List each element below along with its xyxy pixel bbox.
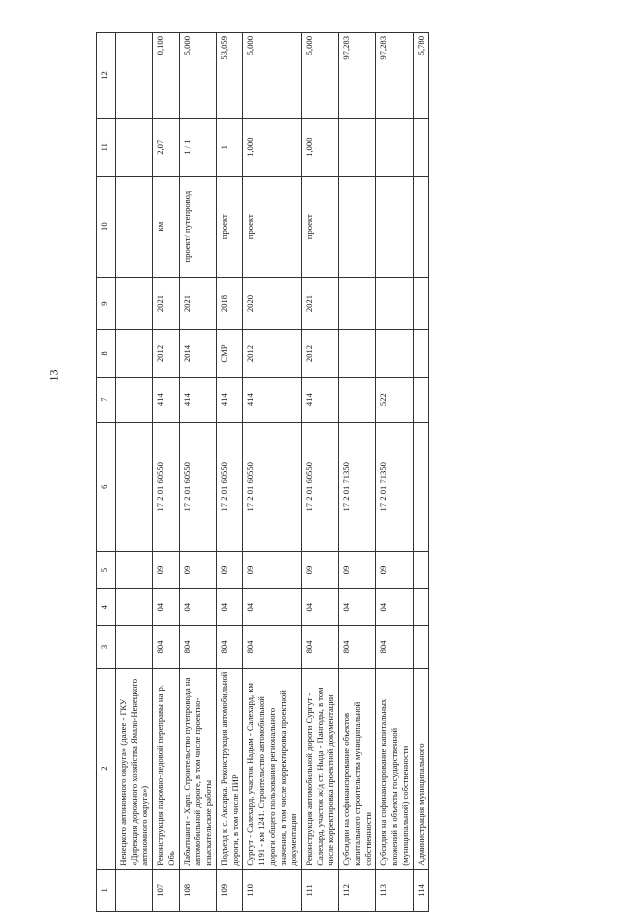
cell-12: 5,000 xyxy=(302,33,339,119)
cell-3: 804 xyxy=(339,626,376,668)
cell-7 xyxy=(339,377,376,422)
cell-1: 111 xyxy=(302,869,339,911)
cell-5: 09 xyxy=(339,551,376,588)
budget-table xyxy=(96,32,429,912)
cell-3: 804 xyxy=(153,626,179,668)
table-row xyxy=(302,33,339,912)
cell-11: 1 xyxy=(216,118,242,176)
cell-6 xyxy=(413,422,429,551)
cell-12: 5,000 xyxy=(243,33,302,119)
cell-6 xyxy=(116,422,153,551)
cell-7 xyxy=(413,377,429,422)
cell-5: 09 xyxy=(153,551,179,588)
cell-2: Подъезд к с. Аксарка. Реконструкция автомобильной дороги, в том числе ПИР xyxy=(216,668,242,869)
cell-12: 97,283 xyxy=(376,33,413,119)
table-row xyxy=(376,33,413,912)
cell-10: проект/ путепровод xyxy=(179,176,216,277)
cell-5: 09 xyxy=(302,551,339,588)
cell-1: 107 xyxy=(153,869,179,911)
cell-8: 2012 xyxy=(153,330,179,377)
cell-3: 804 xyxy=(376,626,413,668)
cell-2: Сургут - Салехард, участок Надым - Салехард, км 1191 - км 1241. Строительство автомобильной дороги общего пользования регионального значения, в том числе корректировка проектной документации xyxy=(243,668,302,869)
cell-1: 114 xyxy=(413,869,429,911)
rotated-table-wrapper xyxy=(96,12,640,912)
cell-12: 53,059 xyxy=(216,33,242,119)
header-cell: 7 xyxy=(97,377,116,422)
cell-10 xyxy=(339,176,376,277)
cell-2: Администрация муниципального xyxy=(413,668,429,869)
cell-11: 1,000 xyxy=(243,118,302,176)
cell-11: 1,000 xyxy=(302,118,339,176)
header-row xyxy=(97,33,116,912)
cell-4: 04 xyxy=(216,589,242,626)
cell-9: 2021 xyxy=(179,277,216,330)
cell-5 xyxy=(413,551,429,588)
header-cell: 1 xyxy=(97,869,116,911)
cell-12: 97,283 xyxy=(339,33,376,119)
cell-6: 17 2 01 71350 xyxy=(376,422,413,551)
cell-10 xyxy=(376,176,413,277)
cell-1: 109 xyxy=(216,869,242,911)
cell-8: 2014 xyxy=(179,330,216,377)
cell-7: 414 xyxy=(243,377,302,422)
cell-7: 414 xyxy=(216,377,242,422)
cell-5: 09 xyxy=(179,551,216,588)
table-body xyxy=(116,33,429,912)
cell-1: 113 xyxy=(376,869,413,911)
cell-2: Реконструкция автомобильной дороги Сургут - Салехард, участок ж/д ст. Ныда - Пангоды, в том числе корректировка проектной документации xyxy=(302,668,339,869)
cell-7: 522 xyxy=(376,377,413,422)
cell-4 xyxy=(116,589,153,626)
cell-1: 110 xyxy=(243,869,302,911)
cell-6: 17 2 01 71350 xyxy=(339,422,376,551)
cell-3 xyxy=(413,626,429,668)
cell-7 xyxy=(116,377,153,422)
cell-7: 414 xyxy=(179,377,216,422)
table-row xyxy=(243,33,302,912)
cell-1 xyxy=(116,869,153,911)
cell-7: 414 xyxy=(302,377,339,422)
cell-8 xyxy=(376,330,413,377)
cell-9: 2018 xyxy=(216,277,242,330)
header-cell: 8 xyxy=(97,330,116,377)
cell-10 xyxy=(116,176,153,277)
cell-10: проект xyxy=(243,176,302,277)
header-cell: 5 xyxy=(97,551,116,588)
cell-6: 17 2 01 60550 xyxy=(243,422,302,551)
cell-2: Реконструкция паромно-ледовой переправы на р. Обь xyxy=(153,668,179,869)
cell-9 xyxy=(413,277,429,330)
cell-10: проект xyxy=(216,176,242,277)
cell-12: 0,100 xyxy=(153,33,179,119)
cell-11 xyxy=(116,118,153,176)
cell-6: 17 2 01 60550 xyxy=(216,422,242,551)
cell-5: 09 xyxy=(376,551,413,588)
cell-4: 04 xyxy=(179,589,216,626)
cell-9 xyxy=(116,277,153,330)
page-number: 13 xyxy=(46,369,61,382)
header-cell: 11 xyxy=(97,118,116,176)
cell-8 xyxy=(339,330,376,377)
cell-4: 04 xyxy=(302,589,339,626)
table-row xyxy=(153,33,179,912)
header-cell: 6 xyxy=(97,422,116,551)
header-cell: 4 xyxy=(97,589,116,626)
cell-2: Субсидии на софинансирование объектов капитального строительства муниципальной собственности xyxy=(339,668,376,869)
cell-1: 112 xyxy=(339,869,376,911)
table-row xyxy=(413,33,429,912)
cell-5 xyxy=(116,551,153,588)
cell-8: 2012 xyxy=(302,330,339,377)
cell-8: СМР xyxy=(216,330,242,377)
cell-5: 09 xyxy=(216,551,242,588)
header-cell: 2 xyxy=(97,668,116,869)
cell-12: 5,780 xyxy=(413,33,429,119)
document-rotated-area xyxy=(96,12,640,912)
cell-9: 2021 xyxy=(153,277,179,330)
cell-8 xyxy=(116,330,153,377)
table-row xyxy=(339,33,376,912)
cell-6: 17 2 01 60550 xyxy=(179,422,216,551)
cell-3: 804 xyxy=(179,626,216,668)
cell-10: км xyxy=(153,176,179,277)
cell-6: 17 2 01 60550 xyxy=(302,422,339,551)
header-cell: 9 xyxy=(97,277,116,330)
cell-9: 2020 xyxy=(243,277,302,330)
table-row xyxy=(179,33,216,912)
cell-11: 1 / 1 xyxy=(179,118,216,176)
cell-8: 2012 xyxy=(243,330,302,377)
cell-9: 2021 xyxy=(302,277,339,330)
cell-11: 2,07 xyxy=(153,118,179,176)
cell-8 xyxy=(413,330,429,377)
cell-11 xyxy=(339,118,376,176)
cell-4: 04 xyxy=(339,589,376,626)
cell-4: 04 xyxy=(153,589,179,626)
cell-6: 17 2 01 60550 xyxy=(153,422,179,551)
cell-2: Лабытнанги - Харп. Строительство путепровода на автомобильной дороге, в том числе проектно-изыскательские работы xyxy=(179,668,216,869)
cell-11 xyxy=(413,118,429,176)
cell-7: 414 xyxy=(153,377,179,422)
cell-2: Ненецкого автономного округа» (далее - ГКУ «Дирекция дорожного хозяйства Ямало-Ненецкого автономного округа») xyxy=(116,668,153,869)
header-cell: 12 xyxy=(97,33,116,119)
table-row xyxy=(216,33,242,912)
cell-2: Субсидия на софинансирование капитальных вложений в объекты государственной (муниципальной) собственности xyxy=(376,668,413,869)
cell-5: 09 xyxy=(243,551,302,588)
cell-4 xyxy=(413,589,429,626)
cell-3 xyxy=(116,626,153,668)
cell-9 xyxy=(376,277,413,330)
header-cell: 3 xyxy=(97,626,116,668)
cell-12 xyxy=(116,33,153,119)
cell-9 xyxy=(339,277,376,330)
cell-3: 804 xyxy=(302,626,339,668)
cell-4: 04 xyxy=(243,589,302,626)
cell-3: 804 xyxy=(216,626,242,668)
cell-1: 108 xyxy=(179,869,216,911)
cell-11 xyxy=(376,118,413,176)
cell-12: 5,000 xyxy=(179,33,216,119)
cell-4: 04 xyxy=(376,589,413,626)
cell-10 xyxy=(413,176,429,277)
cell-3: 804 xyxy=(243,626,302,668)
table-row xyxy=(116,33,153,912)
cell-10: проект xyxy=(302,176,339,277)
header-cell: 10 xyxy=(97,176,116,277)
